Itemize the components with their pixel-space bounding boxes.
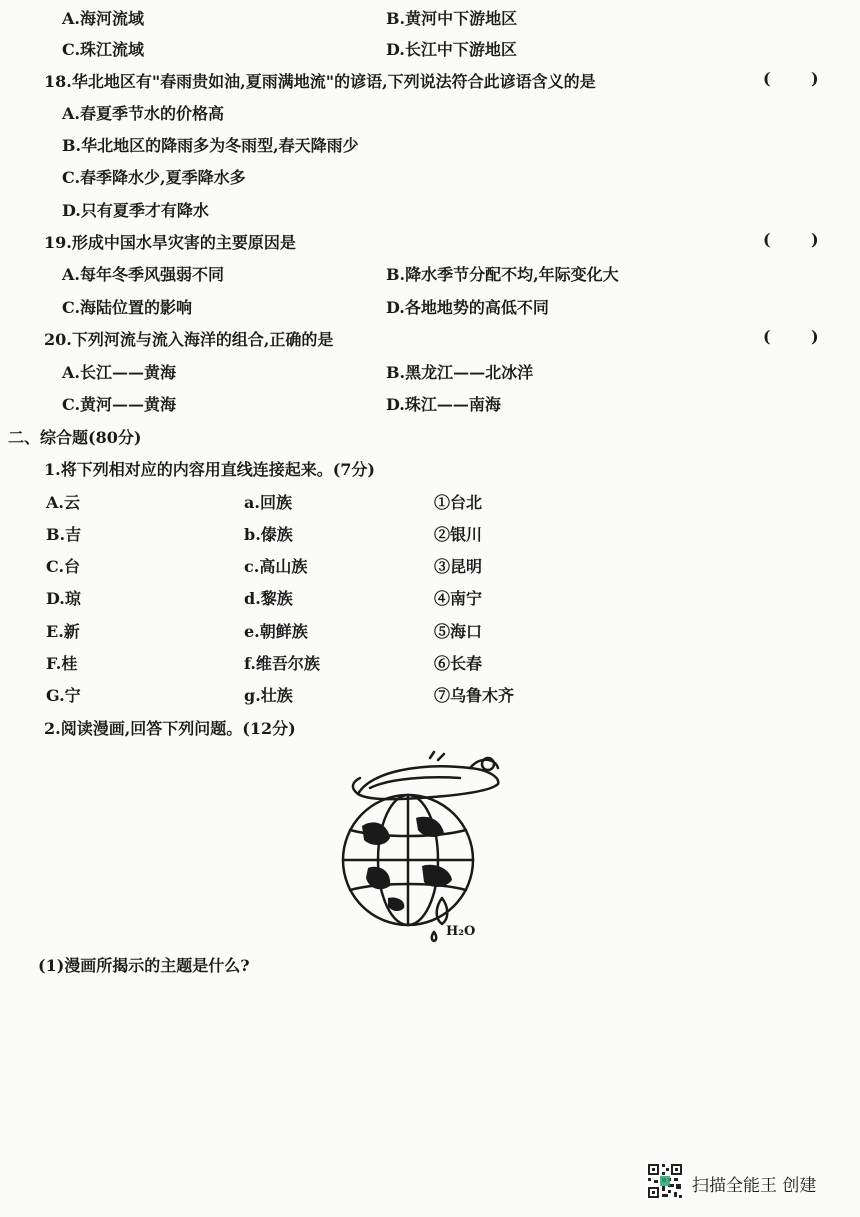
answer-space[interactable] bbox=[30, 980, 830, 1140]
question-18-option-a: A.春夏季节水的价格高 bbox=[62, 104, 224, 123]
cartoon-question-title: 2.阅读漫画,回答下列问题。(12分) bbox=[44, 719, 296, 738]
qr-code-icon bbox=[646, 1162, 684, 1200]
capital-item: ③昆明 bbox=[434, 557, 483, 576]
section-title: 二、综合题(80分) bbox=[8, 428, 142, 447]
province-item: F.桂 bbox=[46, 654, 78, 673]
question-19-option-c: C.海陆位置的影响 bbox=[62, 298, 193, 317]
ethnic-group-item: d.黎族 bbox=[244, 589, 293, 608]
footer-brand-text: 扫描全能王 创建 bbox=[692, 1176, 817, 1196]
ethnic-group-item: c.高山族 bbox=[244, 557, 308, 576]
province-item: G.宁 bbox=[46, 686, 81, 705]
question-19-option-b: B.降水季节分配不均,年际变化大 bbox=[386, 265, 619, 284]
capital-item: ④南宁 bbox=[434, 589, 483, 608]
ethnic-group-item: b.傣族 bbox=[244, 525, 293, 544]
capital-item: ⑥长春 bbox=[434, 654, 483, 673]
question-20-option-a: A.长江——黄海 bbox=[62, 363, 176, 382]
option-a: A.海河流域 bbox=[62, 9, 144, 28]
option-c: C.珠江流域 bbox=[62, 40, 145, 59]
cartoon-globe-illustration bbox=[330, 748, 510, 944]
province-item: D.琼 bbox=[46, 589, 81, 608]
province-item: C.台 bbox=[46, 557, 81, 576]
province-item: A.云 bbox=[46, 493, 80, 512]
ethnic-group-item: g.壮族 bbox=[244, 686, 293, 705]
capital-item: ⑤海口 bbox=[434, 622, 483, 641]
question-19-option-a: A.每年冬季风强弱不同 bbox=[62, 265, 224, 284]
question-20-option-d: D.珠江——南海 bbox=[386, 395, 501, 414]
question-18-option-c: C.春季降水少,夏季降水多 bbox=[62, 168, 246, 187]
capital-item: ②银川 bbox=[434, 525, 483, 544]
question-20-option-c: C.黄河——黄海 bbox=[62, 395, 177, 414]
h2o-label: H₂O bbox=[446, 924, 476, 939]
matching-question-title: 1.将下列相对应的内容用直线连接起来。(7分) bbox=[44, 460, 375, 479]
ethnic-group-item: e.朝鲜族 bbox=[244, 622, 308, 641]
ethnic-group-item: f.维吾尔族 bbox=[244, 654, 320, 673]
province-item: E.新 bbox=[46, 622, 80, 641]
ethnic-group-item: a.回族 bbox=[244, 493, 292, 512]
capital-item: ⑦乌鲁木齐 bbox=[434, 686, 515, 705]
question-18-option-d: D.只有夏季才有降水 bbox=[62, 201, 209, 220]
question-19-option-d: D.各地地势的高低不同 bbox=[386, 298, 549, 317]
province-item: B.吉 bbox=[46, 525, 82, 544]
cartoon-subquestion-1: (1)漫画所揭示的主题是什么? bbox=[38, 956, 250, 975]
question-18-option-b: B.华北地区的降雨多为冬雨型,春天降雨少 bbox=[62, 136, 359, 155]
question-18-stem: 18.华北地区有"春雨贵如油,夏雨满地流"的谚语,下列说法符合此谚语含义的是 bbox=[44, 72, 596, 91]
question-20-option-b: B.黑龙江——北冰洋 bbox=[386, 363, 534, 382]
option-b: B.黄河中下游地区 bbox=[386, 9, 518, 28]
question-20-stem: 20.下列河流与流入海洋的组合,正确的是 bbox=[44, 330, 334, 349]
option-d: D.长江中下游地区 bbox=[386, 40, 517, 59]
capital-item: ①台北 bbox=[434, 493, 483, 512]
question-19-stem: 19.形成中国水旱灾害的主要原因是 bbox=[44, 233, 296, 252]
